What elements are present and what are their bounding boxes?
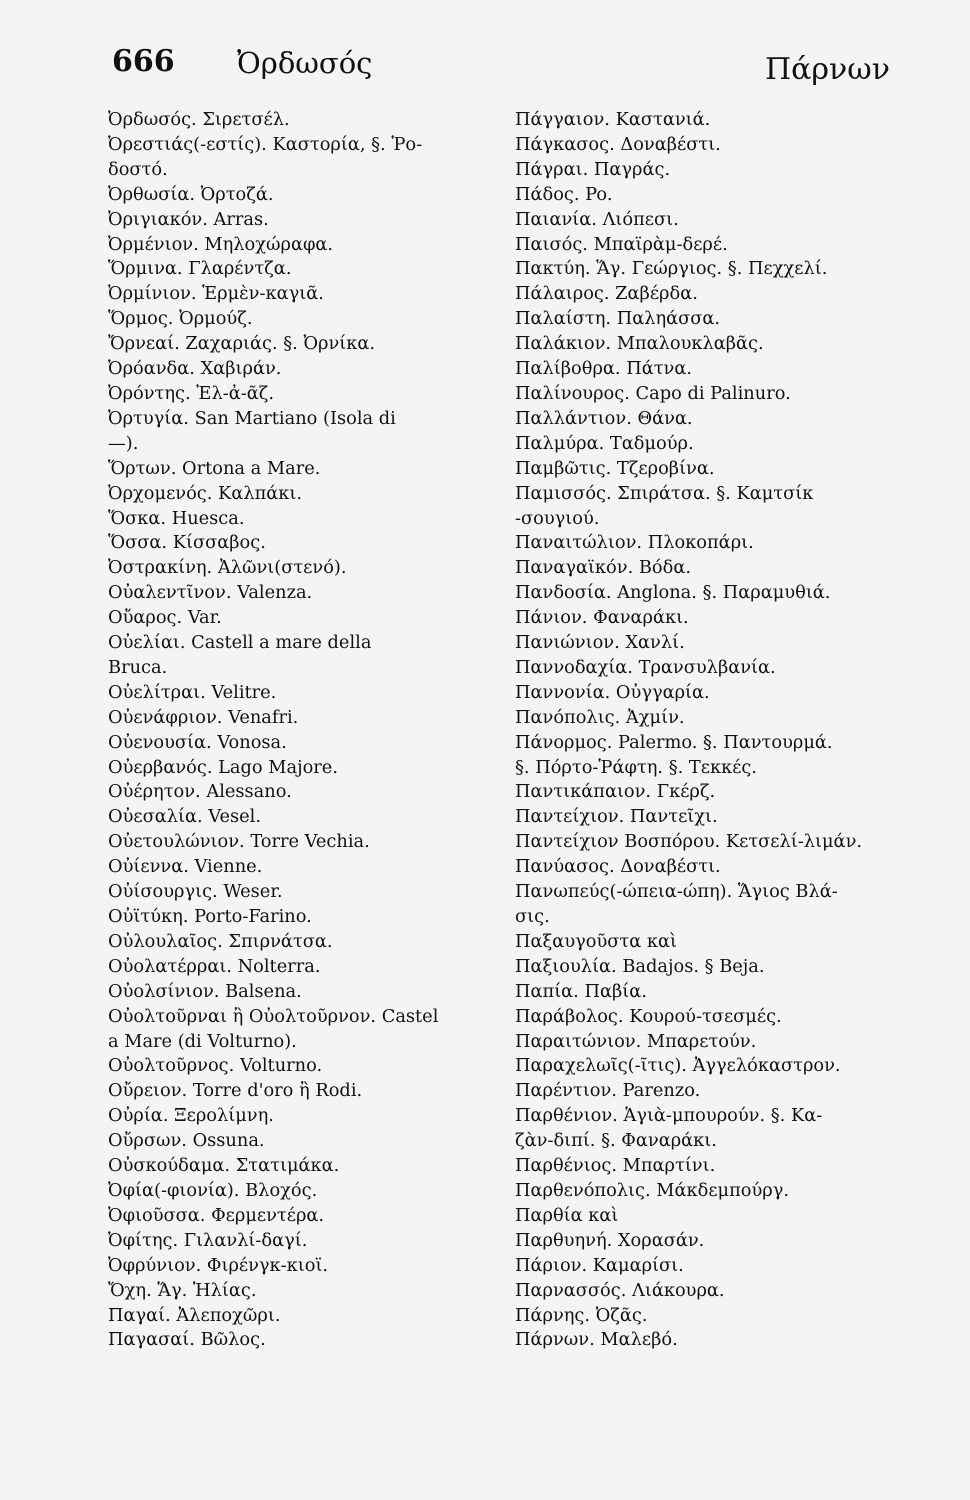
dictionary-entry-line: Πάνορμος. Palermo. §. Παντουρμά. (515, 731, 833, 753)
dictionary-entry-line: Πάνιον. Φαναράκι. (515, 607, 689, 629)
dictionary-entry-line: Παντείχιον. Παντεῖχι. (515, 806, 718, 828)
page-number: 666 (112, 44, 175, 79)
dictionary-entry-line: Παμβῶτις. Τζεροβίνα. (515, 457, 715, 479)
left-column (108, 108, 493, 1353)
dictionary-entry-line: Παπία. Παβία. (515, 980, 647, 1002)
running-head-left: Ὀρδωσός (237, 46, 373, 80)
dictionary-entry-line: Παγασαί. Βῶλος. (108, 1329, 266, 1351)
dictionary-entry-line: Οὐολσίνιον. Balsena. (108, 980, 302, 1002)
dictionary-entry-line: Πανόπολις. Ἀχμίν. (515, 706, 685, 728)
dictionary-entry-line: Οὐέρητον. Alessano. (108, 781, 292, 803)
dictionary-entry-line: Πάρνης. Ὀζᾶς. (515, 1304, 648, 1326)
dictionary-entry-line: Οὐλουλαῖος. Σπιρνάτσα. (108, 930, 333, 952)
dictionary-entry-line: Ὀρόανδα. Χαβιράν. (108, 358, 282, 380)
dictionary-entry-line: Bruca. (108, 656, 168, 678)
dictionary-entry-line: Πάδος. Po. (515, 183, 613, 205)
dictionary-entry-line: ζὰν-διπί. §. Φαναράκι. (515, 1130, 717, 1152)
dictionary-entry-line: Παρθυηνή. Χορασάν. (515, 1229, 705, 1251)
dictionary-entry-line: Παννονία. Οὐγγαρία. (515, 681, 710, 703)
dictionary-entry-line: Πάλαιρος. Ζαβέρδα. (515, 283, 698, 305)
dictionary-entry-line: Παναγαϊκόν. Βόδα. (515, 557, 692, 579)
dictionary-entry-line: Οὐενουσία. Vonosa. (108, 731, 287, 753)
dictionary-entry-line: Παμισσός. Σπιράτσα. §. Καμτσίκ (515, 482, 814, 504)
dictionary-entry-line: Παρθία καὶ (515, 1204, 619, 1226)
dictionary-entry-line: -σουγιού. (515, 507, 600, 529)
dictionary-entry-line: Οὐολτοῦρνος. Volturno. (108, 1055, 323, 1077)
dictionary-entry-line: Ὀφρύνιον. Φιρένγκ-κιοϊ. (108, 1254, 329, 1276)
dictionary-entry-line: Οὐολατέρραι. Nolterra. (108, 955, 321, 977)
dictionary-entry-line: Οὐσκούδαμα. Στατιμάκα. (108, 1155, 340, 1177)
dictionary-entry-line: a Mare (di Volturno). (108, 1030, 297, 1052)
dictionary-entry-line: Παραιτώνιον. Μπαρετούν. (515, 1030, 757, 1052)
dictionary-entry-line: Παλίνουρος. Capo di Palinuro. (515, 382, 791, 404)
dictionary-entry-line: Οὐελίτραι. Velitre. (108, 681, 277, 703)
dictionary-entry-line: Παισός. Μπαϊρὰμ-δερέ. (515, 233, 728, 255)
dictionary-entry-line: Παρθενόπολις. Μάκδεμπούργ. (515, 1179, 790, 1201)
dictionary-entry-line: Παγαί. Ἀλεποχῶρι. (108, 1304, 281, 1326)
dictionary-entry-line: Οὐετουλώνιον. Torre Vechia. (108, 831, 370, 853)
dictionary-entry-line: §. Πόρτο-Ῥάφτη. §. Τεκκές. (515, 756, 758, 778)
dictionary-entry-line: Ὀφία(-φιονία). Βλοχός. (108, 1179, 318, 1201)
dictionary-entry-line: Ὀστρακίνη. Ἀλῶνι(στενό). (108, 557, 347, 579)
dictionary-entry-line: Οὐελίαι. Castell a mare della (108, 632, 372, 654)
dictionary-entry-line: Οὐερβανός. Lago Majore. (108, 756, 338, 778)
dictionary-entry-line: Οὐαλεντῖνον. Valenza. (108, 582, 313, 604)
dictionary-entry-line: Ὀφιοῦσσα. Φερμεντέρα. (108, 1204, 325, 1226)
dictionary-entry-line: Οὐολτοῦρναι ἢ Οὐολτοῦρνον. Castel (108, 1005, 439, 1027)
dictionary-entry-line: Παράβολος. Κουρού-τσεσμές. (515, 1005, 782, 1027)
dictionary-entry-line: Παρέντιον. Parenzo. (515, 1080, 701, 1102)
dictionary-entry-line: Παρθένιος. Μπαρτίνι. (515, 1155, 716, 1177)
dictionary-entry-line: Παξαυγοῦστα καὶ (515, 930, 677, 952)
dictionary-entry-line: Πανύασος. Δοναβέστι. (515, 856, 721, 878)
dictionary-entry-line: Ὀρμένιον. Μηλοχώραφα. (108, 233, 334, 255)
dictionary-entry-line: Παρνασσός. Λιάκουρα. (515, 1279, 725, 1301)
dictionary-entry-line: Οὔαρος. Var. (108, 607, 222, 629)
dictionary-entry-line: Παναιτώλιον. Πλοκοπάρι. (515, 532, 754, 554)
dictionary-entry-line: Οὐενάφριον. Venafri. (108, 706, 299, 728)
dictionary-entry-line: Ὅρμος. Ὀρμούζ. (108, 308, 253, 330)
dictionary-entry-line: Πάρνων. Μαλεβό. (515, 1329, 678, 1351)
dictionary-entry-line: Παλλάντιον. Θάνα. (515, 407, 693, 429)
dictionary-entry-line: Παλμύρα. Ταδμούρ. (515, 432, 694, 454)
dictionary-entry-line: Παλίβοθρα. Πάτνα. (515, 358, 693, 380)
dictionary-entry-line: Πακτύη. Ἅγ. Γεώργιος. §. Πεχχελί. (515, 258, 828, 280)
dictionary-entry-line: δοστό. (108, 158, 168, 180)
dictionary-entry-line: Οὔρσων. Ossuna. (108, 1130, 265, 1152)
dictionary-entry-line: Οὐίεννα. Vienne. (108, 856, 263, 878)
page-header (112, 44, 910, 94)
dictionary-entry-line: Ὀρθωσία. Ὀρτοζά. (108, 183, 274, 205)
dictionary-entry-line: Παιανία. Λιόπεσι. (515, 208, 679, 230)
dictionary-entry-line: Παρθένιον. Ἁγιὰ-μπουρούν. §. Κα- (515, 1105, 823, 1127)
dictionary-entry-line: Παλάκιον. Μπαλουκλαβᾶς. (515, 333, 764, 355)
dictionary-entry-line: Ὀρχομενός. Καλπάκι. (108, 482, 303, 504)
running-head-right: Πάρνων (765, 52, 890, 87)
dictionary-entry-line: Παραχελωῖς(-ῖτις). Ἀγγελόκαστρον. (515, 1055, 841, 1077)
dictionary-entry-line: Πάγγαιον. Καστανιά. (515, 109, 711, 130)
dictionary-entry-line: Οὐϊτύκη. Porto-Farino. (108, 906, 312, 927)
dictionary-entry-line: Ὅσσα. Κίσσαβος. (108, 532, 266, 554)
dictionary-entry-line: Παξιουλία. Badajos. § Beja. (515, 955, 765, 977)
dictionary-entry-line: Ὀρμίνιον. Ἑρμὲν-καγιᾶ. (108, 283, 324, 305)
dictionary-entry-line: Παντικάπαιον. Γκέρζ. (515, 781, 716, 803)
dictionary-entry-line: Ὀρεστιάς(-εστίς). Καστορία, §. Ῥο- (108, 133, 423, 155)
dictionary-entry-line: Οὐρία. Ξερολίμνη. (108, 1105, 274, 1127)
dictionary-entry-line: Ὀφίτης. Γιλανλί-δαγί. (108, 1229, 308, 1251)
dictionary-entry-line: Πάριον. Καμαρίσι. (515, 1254, 684, 1276)
dictionary-entry-line: Ὀρδωσός. Σιρετσέλ. (108, 109, 290, 130)
right-column (515, 108, 920, 1353)
dictionary-entry-line: Παλαίστη. Παληάσσα. (515, 308, 721, 330)
dictionary-entry-line: Ὄρνεαί. Ζαχαριάς. §. Ὀρνίκα. (108, 333, 376, 355)
dictionary-entry-line: Ὅρμινα. Γλαρέντζα. (108, 258, 292, 280)
dictionary-entry-line: Πανωπεύς(-ώπεια-ώπη). Ἅγιος Βλά- (515, 881, 838, 903)
dictionary-entry-line: Ὄχη. Ἅγ. Ἠλίας. (108, 1279, 257, 1301)
dictionary-entry-line: Πάγραι. Παγράς. (515, 158, 671, 180)
dictionary-entry-line: Πανδοσία. Anglona. §. Παραμυθιά. (515, 582, 831, 604)
dictionary-entry-line: σις. (515, 906, 550, 927)
dictionary-entry-line: Ὅρτων. Ortona a Mare. (108, 457, 321, 479)
dictionary-entry-line: Ὀρτυγία. San Martiano (Isola di (108, 407, 396, 429)
dictionary-entry-line: Ὀριγιακόν. Arras. (108, 208, 269, 230)
dictionary-entry-line: Πανιώνιον. Χανλί. (515, 632, 685, 654)
dictionary-entry-line: Ὅσκα. Huesca. (108, 507, 245, 529)
dictionary-entry-line: Παννοδαχία. Τρανσυλβανία. (515, 656, 776, 678)
dictionary-entry-line: Ὀρόντης. Ἐλ-ἀ-ᾶζ. (108, 382, 275, 404)
dictionary-entry-line: —). (108, 432, 139, 454)
dictionary-entry-line: Πάγκασος. Δοναβέστι. (515, 133, 721, 155)
dictionary-entry-line: Οὐίσουργις. Weser. (108, 881, 283, 903)
dictionary-entry-line: Οὔρειον. Torre d'oro ἢ Rodi. (108, 1080, 363, 1102)
dictionary-entry-line: Παντείχιον Βοσπόρου. Κετσελί-λιμάν. (515, 831, 863, 853)
dictionary-entry-line: Οὐεσαλία. Vesel. (108, 806, 262, 828)
